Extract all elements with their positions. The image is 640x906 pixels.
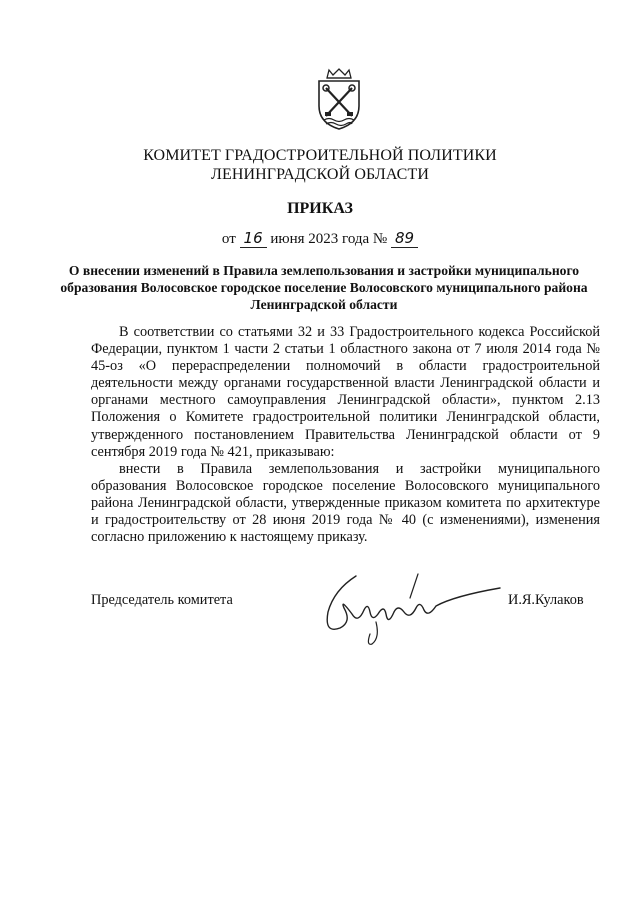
order-subject: О внесении изменений в Правила землепользования и застройки муниципального образования Волосовское городское поселение Волосовского муниципального района Ленинградской области xyxy=(60,263,588,312)
org-name-line2: ЛЕНИНГРАДСКОЙ ОБЛАСТИ xyxy=(211,166,429,183)
body-paragraph: внести в Правила землепользования и застройки муниципального образования Волосовское городское поселение Волосовского муниципального района Ленинградской области, утвержденные приказом комитета по архитектуре и градостроительству от 28 июня 2019 года № 40 (с изменениями), изменения согласно приложению к настоящему приказу. xyxy=(91,460,600,546)
order-date-number xyxy=(0,229,640,248)
org-name-line1: КОМИТЕТ ГРАДОСТРОИТЕЛЬНОЙ ПОЛИТИКИ xyxy=(143,147,497,164)
signer-name: И.Я.Кулаков xyxy=(508,592,584,608)
signer-title: Председатель комитета xyxy=(91,592,233,608)
document-title: ПРИКАЗ xyxy=(287,200,353,217)
order-body xyxy=(91,324,600,546)
order-day: 16 xyxy=(240,229,267,248)
order-number: 89 xyxy=(391,229,418,248)
coat-of-arms-icon xyxy=(315,68,363,130)
handwritten-signature xyxy=(314,568,504,650)
body-paragraph: В соответствии со статьями 32 и 33 Градостроительного кодекса Российской Федерации, пунктом 1 части 2 статьи 1 областного закона от 7 июля 2014 года № 45-оз «О перераспределении полномочий в области градостроительной деятельности между органами государственной власти Ленинградской области и органами местного самоуправления Ленинградской области», пунктом 2.13 Положения о Комитете градостроительной политики Ленинградской области, утвержденного постановлением Правительства Ленинградской области от 9 сентября 2019 года № 421, приказываю: xyxy=(91,324,600,460)
date-month-year: июня 2023 года № xyxy=(270,231,388,247)
date-prefix: от xyxy=(221,231,236,247)
